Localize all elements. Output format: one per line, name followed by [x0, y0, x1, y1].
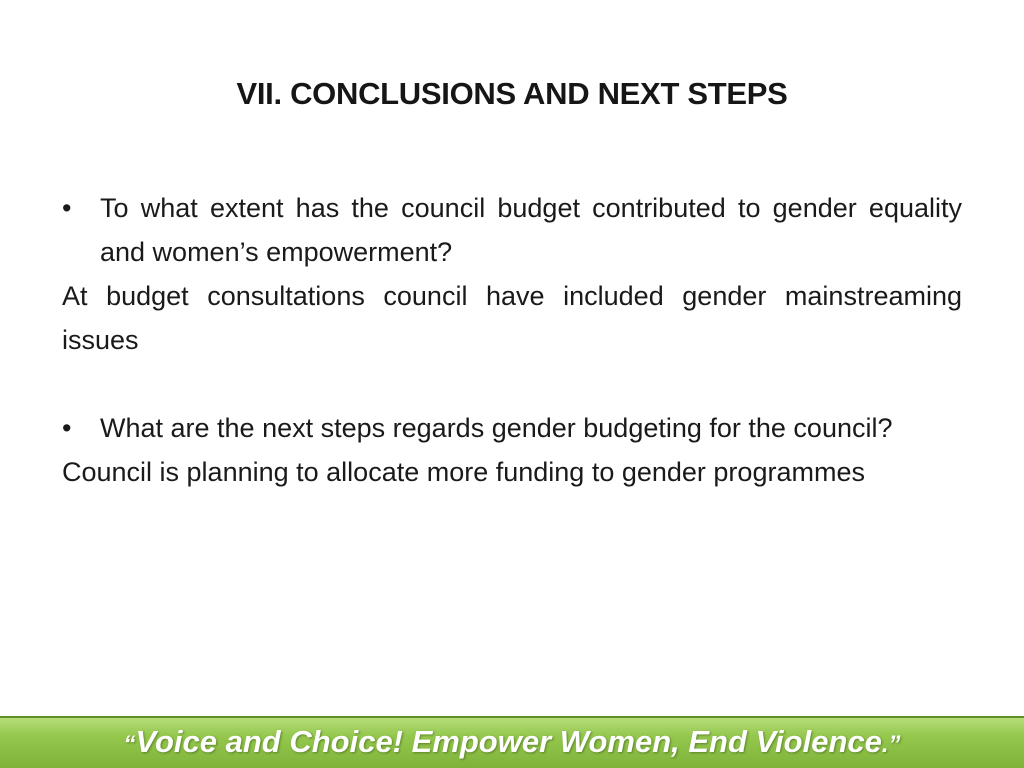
close-quote-mark: .” [881, 731, 901, 758]
answer-text: At budget consultations council have included gender mainstreaming issues [62, 281, 962, 355]
bullet-icon: • [62, 413, 72, 443]
bullet-item-budget-contribution [62, 186, 962, 274]
answer-text: Council is planning to allocate more funding to gender programmes [62, 457, 865, 487]
footer-banner [0, 716, 1024, 768]
open-quote-mark: “ [123, 731, 136, 758]
bullet-item-next-steps [62, 406, 962, 450]
question-text: To what extent has the council budget contributed to gender equality and women’s empowerment? [100, 193, 962, 267]
question-text: What are the next steps regards gender budgeting for the council? [100, 413, 893, 443]
slide-content [62, 186, 962, 494]
bullet-icon: • [62, 193, 72, 223]
slogan-text: Voice and Choice! Empower Women, End Violence [135, 724, 882, 759]
footer-slogan [0, 724, 1024, 760]
slide-title: VII. CONCLUSIONS AND NEXT STEPS [236, 76, 788, 111]
spacer [62, 362, 962, 406]
